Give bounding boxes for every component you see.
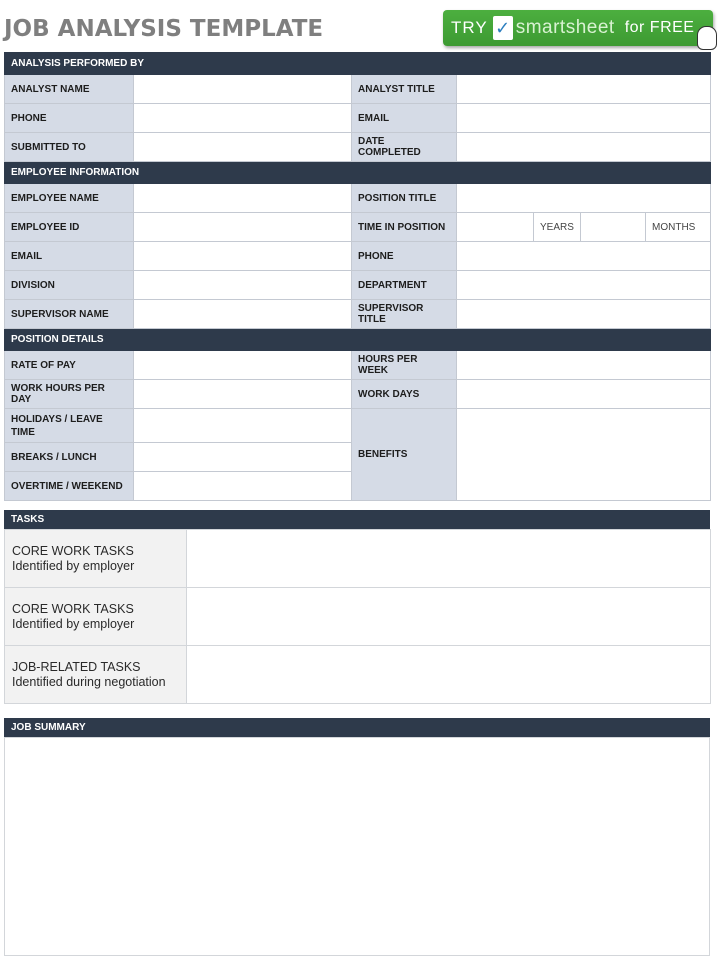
employee-name-label: EMPLOYEE NAME	[5, 184, 134, 213]
overtime-weekend-field[interactable]	[134, 472, 352, 501]
holidays-leave-time-label: HOLIDAYS / LEAVE TIME	[5, 409, 134, 443]
analyst-email-field[interactable]	[457, 104, 711, 133]
task-field[interactable]	[187, 530, 711, 588]
division-field[interactable]	[134, 271, 352, 300]
section-title: ANALYSIS PERFORMED BY	[5, 53, 711, 75]
rate-of-pay-field[interactable]	[134, 351, 352, 380]
task-title: CORE WORK TASKS	[12, 601, 134, 616]
holidays-leave-time-field[interactable]	[134, 409, 352, 443]
date-completed-field[interactable]	[457, 133, 711, 162]
job-summary-field[interactable]	[4, 737, 710, 956]
months-label: MONTHS	[646, 213, 711, 242]
promo-brand-label: smartsheet	[515, 17, 615, 38]
date-completed-label: DATE COMPLETED	[352, 133, 457, 162]
section-header-analysis	[5, 53, 711, 75]
task-subtitle: Identified by employer	[12, 558, 135, 573]
task-title: CORE WORK TASKS	[12, 543, 134, 558]
table-row	[5, 588, 711, 646]
analyst-name-field[interactable]	[134, 75, 352, 104]
check-icon: ✓	[493, 16, 513, 40]
supervisor-title-label: SUPERVISOR TITLE	[352, 300, 457, 329]
hours-per-week-field[interactable]	[457, 351, 711, 380]
supervisor-name-label: SUPERVISOR NAME	[5, 300, 134, 329]
task-subtitle: Identified by employer	[12, 616, 135, 631]
supervisor-name-field[interactable]	[134, 300, 352, 329]
submitted-to-field[interactable]	[134, 133, 352, 162]
analyst-phone-field[interactable]	[134, 104, 352, 133]
department-field[interactable]	[457, 271, 711, 300]
task-title: JOB-RELATED TASKS	[12, 659, 141, 674]
task-subtitle: Identified during negotiation	[12, 674, 166, 689]
task-label	[5, 530, 187, 588]
position-title-field[interactable]	[457, 184, 711, 213]
years-field[interactable]	[457, 213, 534, 242]
work-hours-per-day-label: WORK HOURS PER DAY	[5, 380, 134, 409]
employee-id-field[interactable]	[134, 213, 352, 242]
benefits-label: BENEFITS	[352, 409, 457, 501]
analyst-phone-label: PHONE	[5, 104, 134, 133]
years-label: YEARS	[534, 213, 581, 242]
section-title: EMPLOYEE INFORMATION	[5, 162, 711, 184]
work-hours-per-day-field[interactable]	[134, 380, 352, 409]
task-field[interactable]	[187, 588, 711, 646]
breaks-lunch-label: BREAKS / LUNCH	[5, 443, 134, 472]
hours-per-week-label: HOURS PER WEEK	[352, 351, 457, 380]
analyst-title-field[interactable]	[457, 75, 711, 104]
division-label: DIVISION	[5, 271, 134, 300]
page-title: JOB ANALYSIS TEMPLATE	[4, 16, 324, 42]
employee-name-field[interactable]	[134, 184, 352, 213]
submitted-to-label: SUBMITTED TO	[5, 133, 134, 162]
try-smartsheet-free-button[interactable]	[443, 10, 713, 46]
department-label: DEPARTMENT	[352, 271, 457, 300]
employee-phone-field[interactable]	[457, 242, 711, 271]
analyst-name-label: ANALYST NAME	[5, 75, 134, 104]
time-in-position-label: TIME IN POSITION	[352, 213, 457, 242]
table-row	[5, 530, 711, 588]
analyst-title-label: ANALYST TITLE	[352, 75, 457, 104]
supervisor-title-field[interactable]	[457, 300, 711, 329]
task-label	[5, 588, 187, 646]
employee-email-field[interactable]	[134, 242, 352, 271]
analyst-email-label: EMAIL	[352, 104, 457, 133]
tasks-section-header: TASKS	[4, 510, 710, 529]
months-field[interactable]	[581, 213, 646, 242]
benefits-field[interactable]	[457, 409, 711, 501]
section-header-position	[5, 329, 711, 351]
work-days-field[interactable]	[457, 380, 711, 409]
promo-try-label: TRY	[451, 18, 488, 37]
table-row	[5, 646, 711, 704]
overtime-weekend-label: OVERTIME / WEEKEND	[5, 472, 134, 501]
pointer-hand-icon	[697, 26, 717, 50]
breaks-lunch-field[interactable]	[134, 443, 352, 472]
employee-phone-label: PHONE	[352, 242, 457, 271]
task-label	[5, 646, 187, 704]
work-days-label: WORK DAYS	[352, 380, 457, 409]
promo-free-label: for FREE	[624, 19, 695, 36]
section-title: POSITION DETAILS	[5, 329, 711, 351]
employee-email-label: EMAIL	[5, 242, 134, 271]
tasks-table	[4, 529, 711, 704]
job-analysis-form	[4, 52, 711, 501]
section-header-employee	[5, 162, 711, 184]
task-field[interactable]	[187, 646, 711, 704]
position-title-label: POSITION TITLE	[352, 184, 457, 213]
rate-of-pay-label: RATE OF PAY	[5, 351, 134, 380]
job-summary-section-header: JOB SUMMARY	[4, 718, 710, 737]
employee-id-label: EMPLOYEE ID	[5, 213, 134, 242]
